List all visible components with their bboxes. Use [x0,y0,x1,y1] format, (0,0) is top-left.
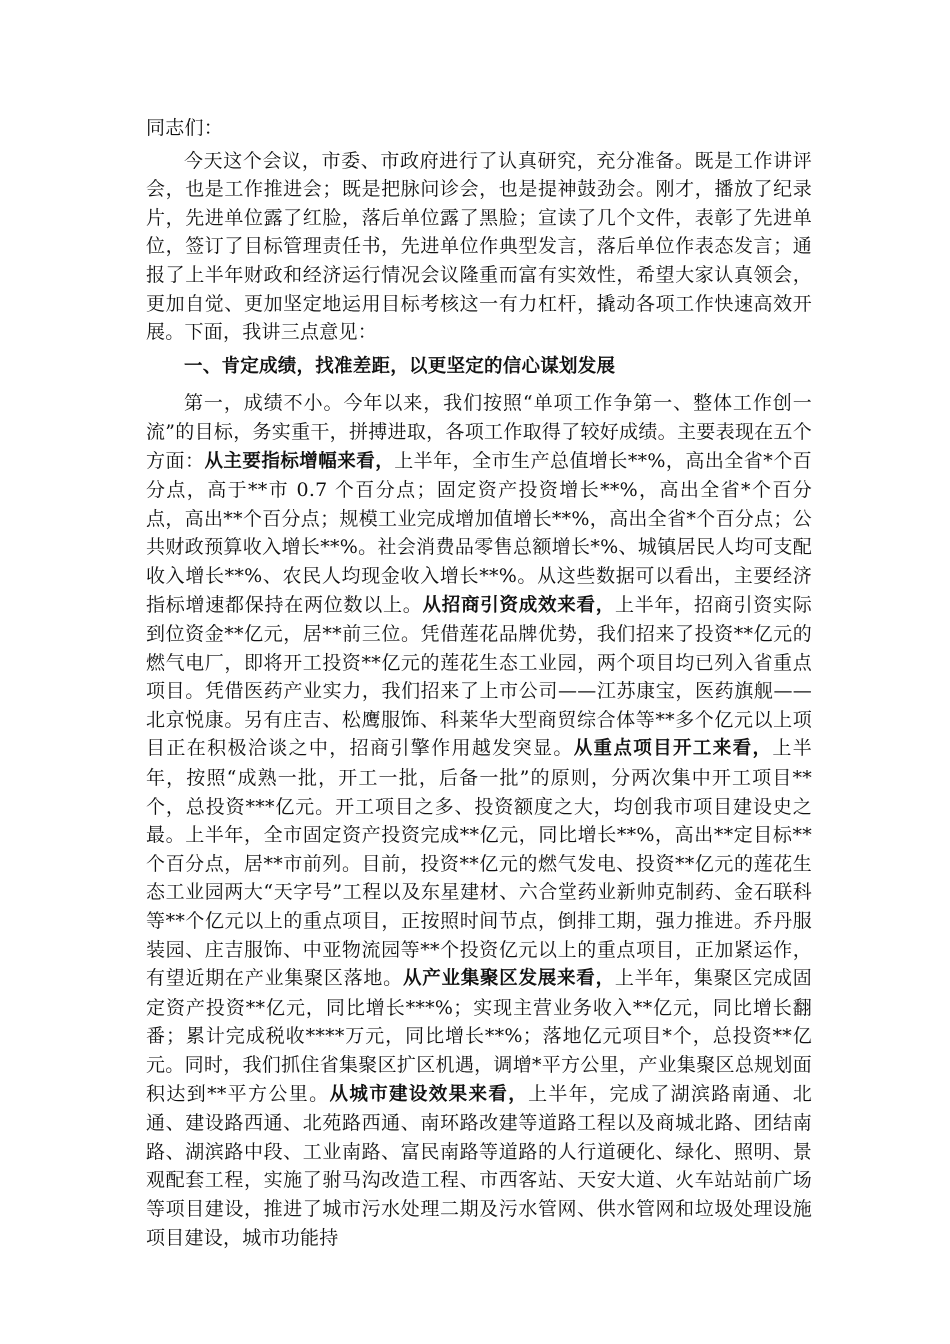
document-page [146,114,812,1252]
section-heading-1: 一、肯定成绩，找准差距，以更坚定的信心谋划发展 [184,355,616,377]
body-text-4: 上半年，按照“成熟一批，开工一批，后备一批”的原则，分两次集中开工项目**个，总投资***亿元。开工项目之多、投资额度之大，均创我市项目建设史之最。上半年，全市固定资产投资完成**亿元，同比增长**%，高出**定目标**个百分点，居**市前列。目前，投资**亿元的燃气发电、投资**亿元的莲花生态工业园两大“天字号”工程以及东星建材、六合堂药业新帅克制药、金石联科等**个亿元以上的重点项目，正按照时间节点，倒排工期，强力推进。乔丹服装园、庄吉服饰、中亚物流园等**个投资亿元以上的重点项目，正加紧运作，有望近期在产业集聚区落地。 [146,737,812,990]
body-text-5: 上半年，集聚区完成固定资产投资**亿元，同比增长***%；实现主营业务收入**亿元，同比增长翻番；累计完成税收****万元，同比增长**%；落地亿元项目*个，总投资**亿元。同时，我们抓住省集聚区扩区机遇，调增*平方公里，产业集聚区总规划面积达到**平方公里。 [146,967,812,1105]
bold-lead-projects: 从重点项目开工来看， [573,738,773,760]
bold-lead-indicators: 从主要指标增幅来看， [204,450,395,472]
body-paragraph-1 [146,389,812,1252]
bold-lead-urban-construction: 从城市建设效果来看， [329,1083,529,1105]
body-text-1: 第一，成绩不小。今年以来，我们按照“单项工作争第一、整体工作创一流”的目标，务实重干，拼搏进取，各项工作取得了较好成绩。主要表现在五个方面： [146,392,812,472]
body-text-3: 上半年，招商引资实际到位资金**亿元，居**前三位。凭借莲花品牌优势，我们招来了投资**亿元的燃气电厂，即将开工投资**亿元的莲花生态工业园，两个项目均已列入省重点项目。凭借医药产业实力，我们招来了上市公司——江苏康宝，医药旗舰——北京悦康。另有庄吉、松鹰服饰、科莱华大型商贸综合体等**多个亿元以上项目正在积极洽谈之中，招商引擎作用越发突显。 [146,593,812,760]
body-text-2: 上半年，全市生产总值增长**%，高出全省*个百分点，高于**市 0.7 个百分点；固定资产投资增长**%，高出全省*个百分点，高出**个百分点；规模工业完成增加值增长**%，高出全省*个百分点；公共财政预算收入增长**%。社会消费品零售总额增长*%、城镇居民人均可支配收入增长**%、农民人均现金收入增长**%。从这些数据可以看出，主要经济指标增速都保持在两位数以上。 [146,449,812,616]
greeting: 同志们： [146,117,224,139]
body-text-6: 上半年，完成了湖滨路南通、北通、建设路西通、北苑路西通、南环路改建等道路工程以及商城北路、团结南路、湖滨路中段、工业南路、富民南路等道路的人行道硬化、绿化、照明、景观配套工程，实施了驸马沟改造工程、市西客站、天安大道、火车站站前广场等项目建设，推进了城市污水处理二期及污水管网、供水管网和垃圾处理设施项目建设，城市功能持 [146,1082,812,1249]
bold-lead-investment: 从招商引资成效来看， [422,594,615,616]
bold-lead-industrial-zone: 从产业集聚区发展来看， [402,968,615,990]
intro-paragraph: 今天这个会议，市委、市政府进行了认真研究，充分准备。既是工作讲评会，也是工作推进会；既是把脉问诊会，也是提神鼓劲会。刚才，播放了纪录片，先进单位露了红脸，落后单位露了黑脸；宣读了几个文件，表彰了先进单位，签订了目标管理责任书，先进单位作典型发言，落后单位作表态发言；通报了上半年财政和经济运行情况会议隆重而富有实效性，希望大家认真领会，更加自觉、更加坚定地运用目标考核这一有力杠杆，撬动各项工作快速高效开展。下面，我讲三点意见： [146,149,812,344]
